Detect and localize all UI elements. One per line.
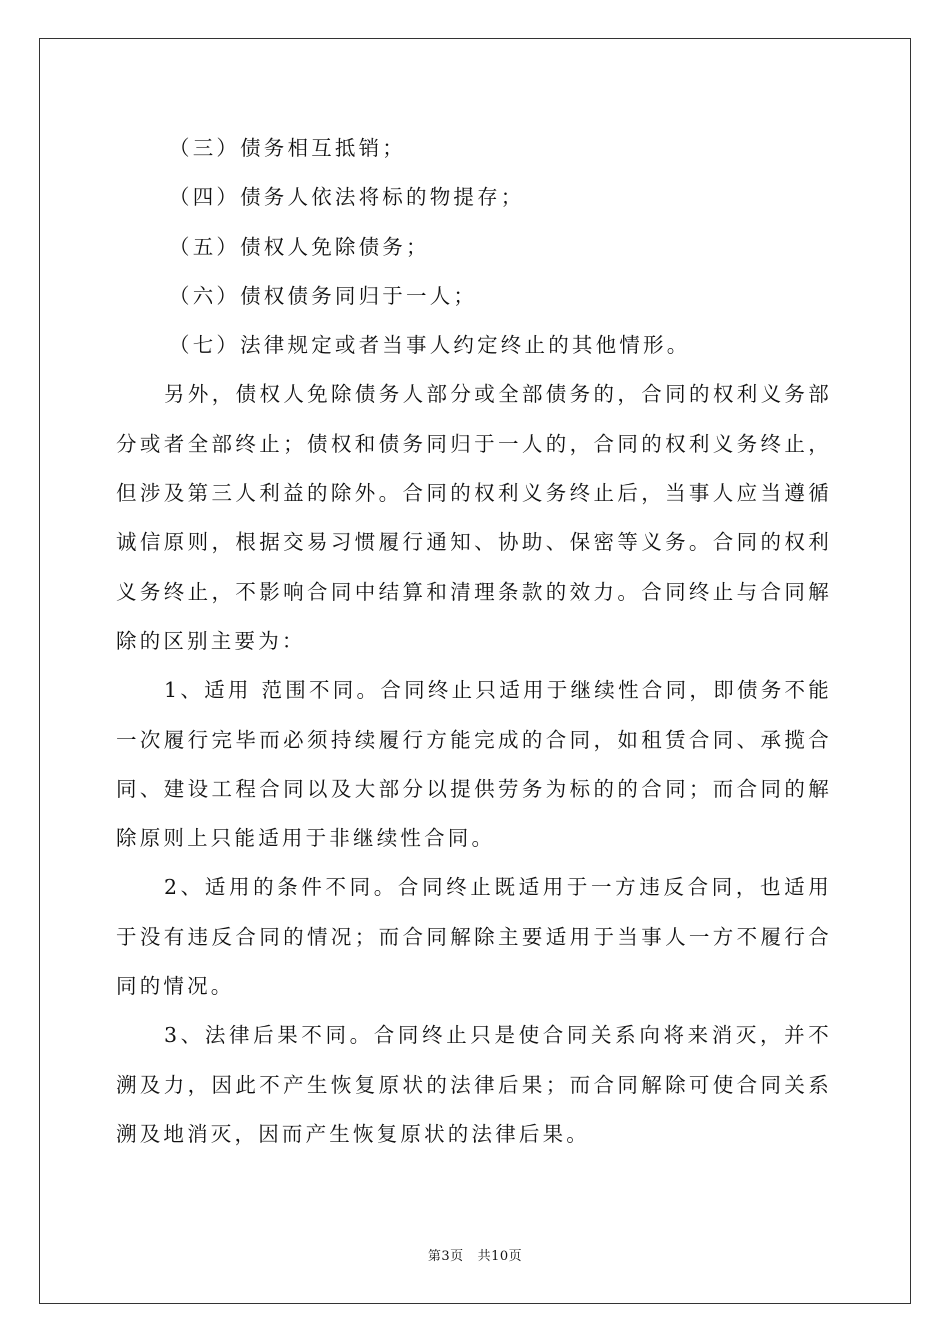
page-footer xyxy=(0,1245,950,1264)
paragraph-difference-scope: 1、适用 范围不同。合同终止只适用于继续性合同，即债务不能一次履行完毕而必须持续履行方能完成的合同，如租赁合同、承揽合同、建设工程合同以及大部分以提供劳务为标的的合同；而合同的解除原则上只能适用于非继续性合同。 xyxy=(116,678,832,851)
list-item-7: （七）法律规定或者当事人约定终止的其他情形。 xyxy=(169,333,691,358)
document-body xyxy=(116,124,832,1159)
paragraph-termination-effects: 另外，债权人免除债务人部分或全部债务的，合同的权利义务部分或者全部终止；债权和债务同归于一人的，合同的权利义务终止，但涉及第三人利益的除外。合同的权利义务终止后，当事人应当遵循诚信原则，根据交易习惯履行通知、协助、保密等义务。合同的权利义务终止，不影响合同中结算和清理条款的效力。合同终止与合同解除的区别主要为： xyxy=(116,382,832,653)
list-item-4: （四）债务人依法将标的物提存； xyxy=(169,185,525,210)
list-item-6: （六）债权债务同归于一人； xyxy=(169,283,478,308)
page-number: 第3页 xyxy=(427,1249,464,1264)
paragraph-difference-consequences: 3、法律后果不同。合同终止只是使合同关系向将来消灭，并不溯及力，因此不产生恢复原状的法律后果；而合同解除可使合同关系溯及地消灭，因而产生恢复原状的法律后果。 xyxy=(116,1023,832,1146)
paragraph-difference-conditions: 2、适用的条件不同。合同终止既适用于一方违反合同，也适用于没有违反合同的情况；而合同解除主要适用于当事人一方不履行合同的情况。 xyxy=(116,875,832,999)
list-item-5: （五）债权人免除债务； xyxy=(169,234,430,259)
list-item-3: （三）债务相互抵销； xyxy=(169,136,406,160)
total-pages: 共10页 xyxy=(477,1249,523,1264)
